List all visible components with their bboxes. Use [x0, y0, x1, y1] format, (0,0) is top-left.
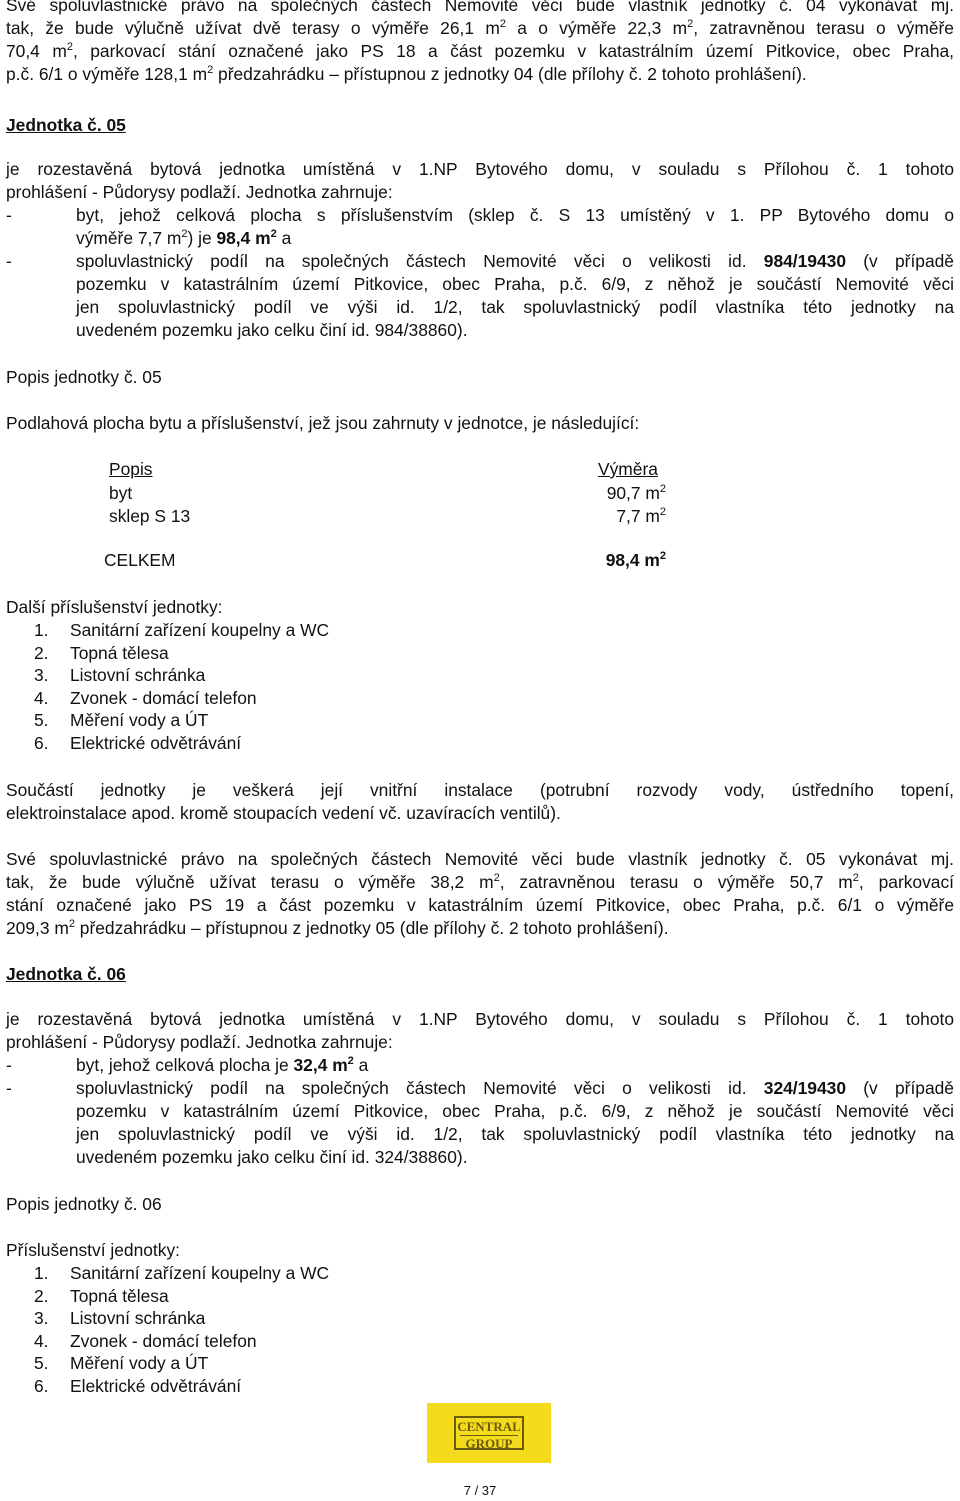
list-item: 2. Topná tělesa: [34, 1285, 169, 1306]
central-group-logo: [427, 1403, 551, 1463]
list-item: 1. Sanitární zařízení koupelny a WC: [34, 620, 330, 640]
table-row-value: 7,7 $m^2$: [616, 506, 666, 526]
table-header-popis: Popis: [109, 459, 153, 479]
text-line: 209,3 $m^2$ předzahrádku – přístupnou z jednotky 05 (dle přílohy č. 2 tohoto prohlášení).: [6, 918, 669, 938]
list-item: 6. Elektrické odvětrávání: [34, 732, 242, 753]
logo-box: [454, 1416, 524, 1450]
unit05-rights-paragraph: [6, 848, 954, 940]
text-line: je rozestavěná bytová jednotka umístěná v 1.NP Bytového domu, v souladu s Přílohou č. 1 tohoto: [6, 1009, 954, 1029]
text-line: prohlášení - Půdorysy podlaží. Jednotka zahrnuje:: [6, 182, 393, 202]
unit06-accessories-list: [0, 1262, 500, 1398]
text-line: tak, že bude výlučně užívat terasu o výměře 38,2 $m^2$, zatravněnou terasu o výměře 50,7 $m^2$, parkovací: [6, 872, 954, 892]
logo-text-line1: CENTRAL: [457, 1419, 521, 1434]
list-item: 4. Zvonek - domácí telefon: [34, 687, 257, 708]
table-header-vymera: Výměra: [598, 459, 658, 479]
text-line: prohlášení - Půdorysy podlaží. Jednotka zahrnuje:: [6, 1032, 393, 1052]
list-item: 2. Topná tělesa: [34, 642, 169, 663]
text-line: 70,4 $m^2$, parkovací stání označené jako PS 18 a část pozemku v katastrálním území Pitkovice, obec Praha,: [6, 41, 954, 61]
unit05-item-1: [6, 204, 954, 250]
list-item: 5. Měření vody a ÚT: [34, 1353, 209, 1374]
page-number: 7 / 37: [463, 1483, 497, 1498]
list-item: 5. Měření vody a ÚT: [34, 710, 209, 731]
table-row-value: 90,7 $m^2$: [606, 483, 666, 503]
unit04-rights-paragraph: [6, 0, 954, 86]
unit06-item-1: [6, 1054, 954, 1077]
unit06-item-2: [6, 1077, 954, 1169]
text-line: stání označené jako PS 19 a část pozemku v katastrálním území Pitkovice, obec Praha, p.č. 6/1 o výměře: [6, 895, 954, 915]
logo-text-line2: GROUP: [465, 1436, 513, 1451]
text-line: je rozestavěná bytová jednotka umístěná v 1.NP Bytového domu, v souladu s Přílohou č. 1 tohoto: [6, 159, 954, 179]
unit06-intro: [6, 1008, 954, 1169]
unit05-item-2: [6, 250, 954, 342]
list-item: 1. Sanitární zařízení koupelny a WC: [34, 1263, 330, 1283]
text-line: Své spoluvlastnické právo na společných částech Nemovité věci bude vlastník jednotky č. 04 vykonávat mj.: [6, 0, 954, 15]
text-line: p.č. 6/1 o výměře 128,1 $m^2$ předzahrádku – přístupnou z jednotky 04 (dle přílohy č. 2 tohoto prohlášení).: [6, 64, 807, 84]
text-line: výměře 7,7 $m^2$) je 98,4 $m^2$ a: [76, 228, 292, 248]
text-line: byt, jehož celková plocha je 32,4 $m^2$ a: [76, 1055, 369, 1075]
text-line: jen spoluvlastnický podíl ve výši id. 1/2, tak spoluvlastnický podíl vlastníka této jednotky na: [76, 1124, 954, 1144]
text-line: spoluvlastnický podíl na společných částech Nemovité věci o velikosti id. 324/19430 (v případě: [76, 1078, 954, 1098]
unit06-accessories-heading: Příslušenství jednotky:: [6, 1240, 180, 1260]
text-line: Součástí jednotky je veškerá její vnitřní instalace (potrubní rozvody vody, ústředního topení,: [6, 780, 954, 800]
text-line: pozemku v katastrálním území Pitkovice, obec Praha, p.č. 6/9, z něhož je součástí Nemovité věci: [76, 274, 954, 294]
unit05-popis-heading: Popis jednotky č. 05: [6, 367, 162, 387]
unit06-popis-heading: Popis jednotky č. 06: [6, 1194, 162, 1214]
unit05-accessories-list: [0, 619, 500, 755]
unit05-intro: [6, 158, 954, 342]
list-item: 6. Elektrické odvětrávání: [34, 1375, 242, 1396]
bullet-dash: -: [6, 205, 12, 225]
unit05-accessories-heading: Další příslušenství jednotky:: [6, 597, 223, 617]
text-line: tak, že bude výlučně užívat dvě terasy o výměře 26,1 $m^2$ a o výměře 22,3 $m^2$, zatravněnou terasu o výměře: [6, 18, 954, 38]
table-total-value: 98,4 $m^2$: [605, 550, 666, 570]
table-row-name: sklep S 13: [109, 506, 191, 526]
unit06-heading: Jednotka č. 06: [6, 964, 126, 984]
unit05-floor-text: Podlahová plocha bytu a příslušenství, jež jsou zahrnuty v jednotce, je následující:: [6, 413, 640, 433]
bullet-dash: -: [6, 1078, 12, 1098]
text-line: jen spoluvlastnický podíl ve výši id. 1/2, tak spoluvlastnický podíl vlastníka této jednotky na: [76, 297, 954, 317]
text-line: uvedeném pozemku jako celku činí id. 324/38860).: [76, 1147, 468, 1167]
bullet-dash: -: [6, 251, 12, 271]
bullet-dash: -: [6, 1055, 12, 1075]
list-item: 3. Listovní schránka: [34, 1308, 206, 1329]
text-line: Své spoluvlastnické právo na společných částech Nemovité věci bude vlastník jednotky č. 05 vykonávat mj.: [6, 849, 954, 869]
unit05-heading: Jednotka č. 05: [6, 115, 126, 135]
text-line: elektroinstalace apod. kromě stoupacích vedení vč. uzavíracích ventilů).: [6, 803, 561, 823]
text-line: byt, jehož celková plocha s příslušenstvím (sklep č. S 13 umístěný v 1. PP Bytového domu o: [76, 205, 954, 225]
text-line: pozemku v katastrálním území Pitkovice, obec Praha, p.č. 6/9, z něhož je součástí Nemovité věci: [76, 1101, 954, 1121]
list-item: 4. Zvonek - domácí telefon: [34, 1330, 257, 1351]
text-line: spoluvlastnický podíl na společných částech Nemovité věci o velikosti id. 984/19430 (v případě: [76, 251, 954, 271]
unit05-components: [6, 779, 954, 825]
table-row-name: byt: [109, 483, 133, 503]
list-item: 3. Listovní schránka: [34, 665, 206, 686]
table-total-label: CELKEM: [104, 550, 176, 570]
text-line: uvedeném pozemku jako celku činí id. 984/38860).: [76, 320, 468, 340]
area-table: [0, 458, 960, 578]
